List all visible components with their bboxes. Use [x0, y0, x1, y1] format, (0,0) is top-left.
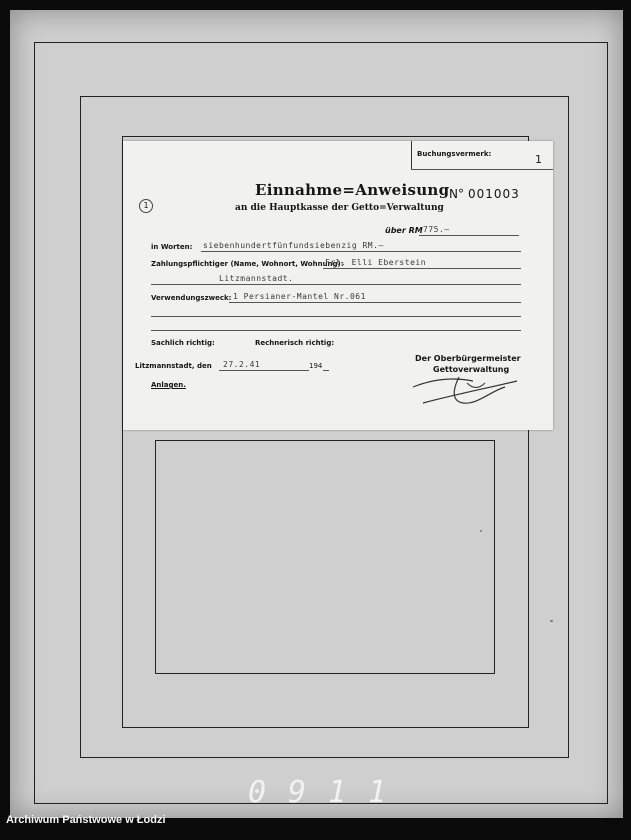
voucher-number: 001003 [468, 187, 520, 201]
place-date-prefix: Litzmannstadt, den [135, 362, 212, 370]
amount-line [419, 235, 519, 236]
date-line [219, 370, 309, 371]
corner-mark: 1 [535, 153, 542, 166]
authority-line-1: Der Oberbürgermeister [415, 354, 521, 363]
innermost-frame-line [155, 440, 495, 674]
payer-value: Frl. Elli Eberstein [325, 258, 427, 267]
payer-label: Zahlungspflichtiger (Name, Wohnort, Wohnung): [151, 260, 344, 268]
amount-value: 775.— [423, 225, 450, 234]
words-value: siebenhundertfünfundsiebenzig RM.— [203, 241, 384, 250]
year-prefix: 194 [309, 362, 323, 370]
number-label: N° [449, 187, 464, 201]
voucher-title: Einnahme=Anweisung [255, 181, 450, 199]
arithmetic-check-label: Rechnerisch richtig: [255, 339, 335, 347]
handwritten-signature [393, 359, 523, 409]
booking-box-bottom-border [411, 169, 553, 170]
words-line [201, 251, 521, 252]
purpose-label: Verwendungszweck: [151, 294, 232, 302]
sheet-number: 0911 [248, 775, 409, 810]
voucher-subtitle: an die Hauptkasse der Getto=Verwaltung [235, 203, 444, 213]
purpose-extra-line [151, 316, 521, 317]
attachments-label: Anlagen. [151, 381, 186, 389]
archive-name: Archiwum Państwowe w Łodzi [6, 814, 166, 826]
payer-line [323, 268, 521, 269]
payer-city: Litzmannstadt. [219, 274, 294, 283]
circled-number: 1 [139, 199, 153, 213]
booking-box-left-border [411, 141, 412, 169]
authority-line-2: Gettoverwaltung [433, 365, 510, 374]
dust-speck [480, 530, 482, 532]
purpose-line [229, 302, 521, 303]
purpose-value: 1 Persianer-Mantel Nr.061 [233, 292, 366, 301]
year-line [323, 370, 329, 371]
amount-label: über RM [385, 226, 423, 235]
date-value: 27.2.41 [223, 360, 261, 369]
words-label: in Worten: [151, 243, 193, 251]
factual-check-label: Sachlich richtig: [151, 339, 215, 347]
payer-city-line [151, 284, 521, 285]
dust-speck [550, 620, 553, 622]
booking-note-label: Buchungsvermerk: [417, 150, 492, 158]
purpose-extra-line [151, 330, 521, 331]
income-voucher-card [123, 141, 553, 430]
